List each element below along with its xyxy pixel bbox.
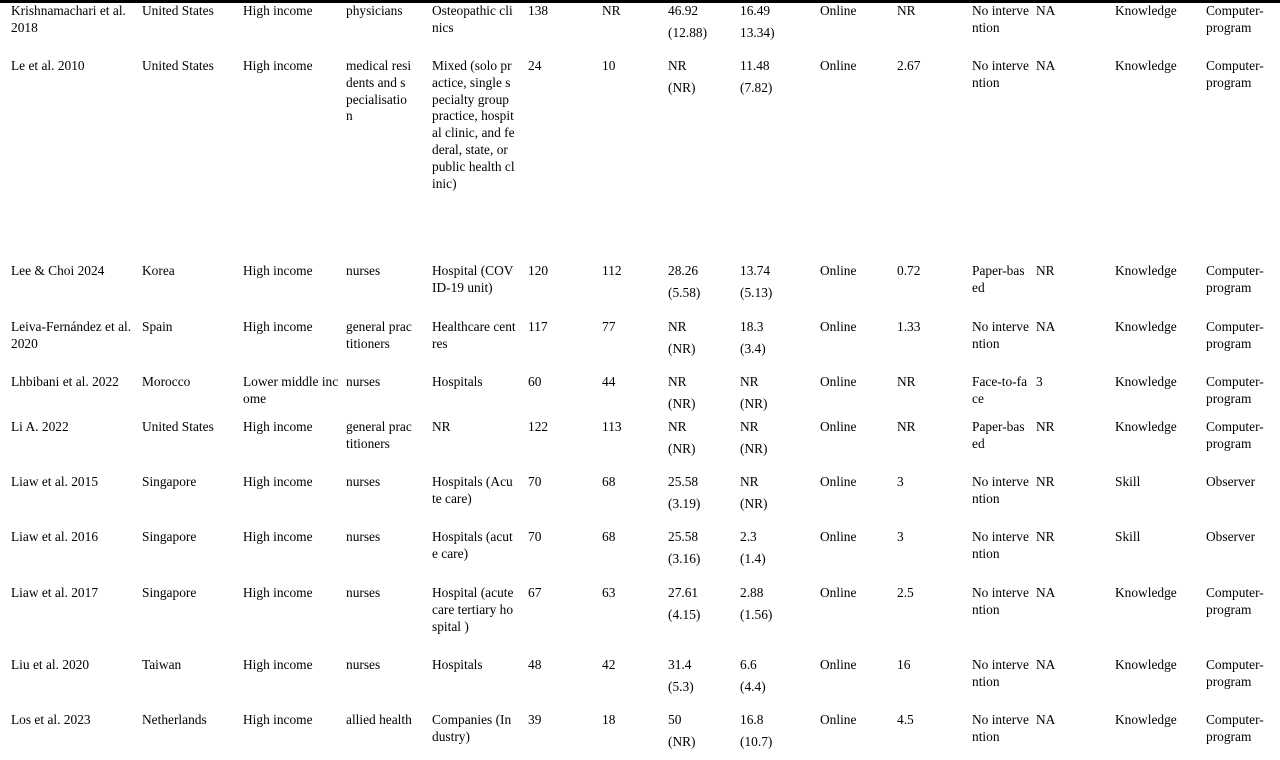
comparator-cell: Paper-based xyxy=(972,419,1025,451)
value-a-mean: NR xyxy=(668,374,687,389)
value-a-mean: NR xyxy=(668,58,687,73)
value-a-cell xyxy=(668,319,728,358)
setting-cell: Companies (Industry) xyxy=(432,712,512,744)
outcome-cell: Skill xyxy=(1115,529,1141,544)
study-cell: Leiva-Fernández et al. 2020 xyxy=(11,319,132,351)
value-a-mean: 25.58 xyxy=(668,474,699,489)
assessment-cell: Observer xyxy=(1206,474,1256,489)
n2-cell: 77 xyxy=(602,319,616,334)
country-cell: Korea xyxy=(142,263,175,278)
duration-cell: 2.67 xyxy=(897,58,921,73)
n2-cell: NR xyxy=(602,3,621,18)
followup-cell: NA xyxy=(1036,585,1056,600)
assessment-cell: Computer-program xyxy=(1206,657,1264,689)
value-a-mean: 31.4 xyxy=(668,657,692,672)
country-cell: Singapore xyxy=(142,585,197,600)
value-a-sd: (NR) xyxy=(668,340,696,356)
comparator-cell: No intervention xyxy=(972,657,1029,689)
followup-cell: NA xyxy=(1036,657,1056,672)
setting-cell: Hospital (COVID-19 unit) xyxy=(432,263,514,295)
population-cell: general practitioners xyxy=(346,419,412,451)
study-cell: Lee & Choi 2024 xyxy=(11,263,105,278)
duration-cell: NR xyxy=(897,3,916,18)
population-cell: physicians xyxy=(346,3,403,18)
followup-cell: NA xyxy=(1036,58,1056,73)
value-a-sd: (5.3) xyxy=(668,678,694,694)
setting-cell: Hospitals (Acute care) xyxy=(432,474,513,506)
n1-cell: 122 xyxy=(528,419,549,434)
study-cell: Liaw et al. 2017 xyxy=(11,585,99,600)
followup-cell: NR xyxy=(1036,529,1055,544)
income-cell: High income xyxy=(243,319,313,334)
delivery-cell: Online xyxy=(820,263,857,278)
country-cell: United States xyxy=(142,3,214,18)
country-cell: Taiwan xyxy=(142,657,182,672)
n1-cell: 70 xyxy=(528,474,542,489)
value-b-cell xyxy=(740,657,802,696)
followup-cell: NA xyxy=(1036,712,1056,727)
value-b-cell xyxy=(740,319,802,358)
comparator-cell: No intervention xyxy=(972,3,1029,35)
value-a-mean: 46.92 xyxy=(668,3,699,18)
outcome-cell: Knowledge xyxy=(1115,263,1177,278)
delivery-cell: Online xyxy=(820,529,857,544)
n1-cell: 138 xyxy=(528,3,549,18)
value-a-cell xyxy=(668,58,728,97)
value-a-cell xyxy=(668,474,728,513)
value-a-sd: (NR) xyxy=(668,733,696,749)
duration-cell: NR xyxy=(897,419,916,434)
study-cell: Li A. 2022 xyxy=(11,419,69,434)
delivery-cell: Online xyxy=(820,58,857,73)
outcome-cell: Knowledge xyxy=(1115,319,1177,334)
value-b-mean: NR xyxy=(740,374,759,389)
delivery-cell: Online xyxy=(820,657,857,672)
country-cell: Spain xyxy=(142,319,173,334)
delivery-cell: Online xyxy=(820,419,857,434)
value-b-sd: (10.7) xyxy=(740,733,773,749)
followup-cell: NA xyxy=(1036,319,1056,334)
assessment-cell: Computer-program xyxy=(1206,712,1264,744)
value-a-mean: 50 xyxy=(668,712,682,727)
n1-cell: 67 xyxy=(528,585,542,600)
country-cell: United States xyxy=(142,58,214,73)
setting-cell: Mixed (solo practice, single specialty group practice, hospital clinic, and federal, state, or public health clinic) xyxy=(432,58,515,191)
comparator-cell: Paper-based xyxy=(972,263,1025,295)
value-b-mean: 16.8 xyxy=(740,712,764,727)
value-b-sd: (5.13) xyxy=(740,284,773,300)
n1-cell: 39 xyxy=(528,712,542,727)
assessment-cell: Computer-program xyxy=(1206,3,1264,35)
duration-cell: 0.72 xyxy=(897,263,921,278)
n2-cell: 112 xyxy=(602,263,622,278)
assessment-cell: Computer-program xyxy=(1206,374,1264,406)
followup-cell: NR xyxy=(1036,263,1055,278)
outcome-cell: Knowledge xyxy=(1115,374,1177,389)
value-b-mean: 18.3 xyxy=(740,319,764,334)
outcome-cell: Skill xyxy=(1115,474,1141,489)
population-cell: nurses xyxy=(346,263,381,278)
duration-cell: 3 xyxy=(897,474,904,489)
setting-cell: Hospitals xyxy=(432,657,483,672)
n1-cell: 24 xyxy=(528,58,542,73)
value-b-cell xyxy=(740,3,802,42)
country-cell: Morocco xyxy=(142,374,191,389)
value-a-mean: 27.61 xyxy=(668,585,699,600)
n2-cell: 68 xyxy=(602,474,616,489)
outcome-cell: Knowledge xyxy=(1115,3,1177,18)
population-cell: general practitioners xyxy=(346,319,412,351)
income-cell: High income xyxy=(243,3,313,18)
income-cell: High income xyxy=(243,58,313,73)
population-cell: nurses xyxy=(346,657,381,672)
value-a-cell xyxy=(668,263,728,302)
study-cell: Le et al. 2010 xyxy=(11,58,85,73)
delivery-cell: Online xyxy=(820,319,857,334)
country-cell: Singapore xyxy=(142,529,197,544)
value-a-sd: (12.88) xyxy=(668,24,708,40)
setting-cell: Healthcare centres xyxy=(432,319,516,351)
population-cell: medical residents and specialisation xyxy=(346,58,412,124)
duration-cell: 2.5 xyxy=(897,585,914,600)
value-b-cell xyxy=(740,712,802,751)
population-cell: nurses xyxy=(346,374,381,389)
income-cell: Lower middle income xyxy=(243,374,339,406)
assessment-cell: Observer xyxy=(1206,529,1256,544)
n2-cell: 18 xyxy=(602,712,616,727)
comparator-cell: No intervention xyxy=(972,58,1029,90)
n2-cell: 44 xyxy=(602,374,616,389)
duration-cell: NR xyxy=(897,374,916,389)
delivery-cell: Online xyxy=(820,585,857,600)
followup-cell: NR xyxy=(1036,419,1055,434)
value-b-cell xyxy=(740,58,802,97)
duration-cell: 3 xyxy=(897,529,904,544)
setting-cell: Hospitals (acute care) xyxy=(432,529,513,561)
delivery-cell: Online xyxy=(820,712,857,727)
value-b-mean: 16.49 xyxy=(740,3,771,18)
assessment-cell: Computer-program xyxy=(1206,58,1264,90)
comparator-cell: No intervention xyxy=(972,319,1029,351)
value-a-cell xyxy=(668,529,728,568)
comparator-cell: Face-to-face xyxy=(972,374,1028,406)
value-b-sd: (NR) xyxy=(740,395,768,411)
population-cell: nurses xyxy=(346,585,381,600)
followup-cell: NA xyxy=(1036,3,1056,18)
value-a-mean: 28.26 xyxy=(668,263,699,278)
outcome-cell: Knowledge xyxy=(1115,712,1177,727)
delivery-cell: Online xyxy=(820,3,857,18)
country-cell: United States xyxy=(142,419,214,434)
study-cell: Liu et al. 2020 xyxy=(11,657,90,672)
value-a-cell xyxy=(668,3,728,42)
assessment-cell: Computer-program xyxy=(1206,263,1264,295)
value-b-mean: 2.88 xyxy=(740,585,764,600)
n2-cell: 68 xyxy=(602,529,616,544)
assessment-cell: Computer-program xyxy=(1206,419,1264,451)
comparator-cell: No intervention xyxy=(972,474,1029,506)
n1-cell: 117 xyxy=(528,319,548,334)
income-cell: High income xyxy=(243,585,313,600)
n2-cell: 42 xyxy=(602,657,616,672)
value-b-sd: (1.4) xyxy=(740,550,766,566)
value-b-mean: 2.3 xyxy=(740,529,757,544)
setting-cell: Hospital (acute care tertiary hospital ) xyxy=(432,585,514,634)
duration-cell: 1.33 xyxy=(897,319,921,334)
value-a-sd: (5.58) xyxy=(668,284,701,300)
population-cell: allied health xyxy=(346,712,412,727)
value-b-mean: 11.48 xyxy=(740,58,770,73)
value-b-sd: (7.82) xyxy=(740,79,773,95)
value-b-cell xyxy=(740,374,802,413)
value-b-mean: 6.6 xyxy=(740,657,757,672)
value-b-cell xyxy=(740,474,802,513)
delivery-cell: Online xyxy=(820,374,857,389)
population-cell: nurses xyxy=(346,529,381,544)
n1-cell: 120 xyxy=(528,263,549,278)
value-a-sd: (NR) xyxy=(668,440,696,456)
value-a-sd: (NR) xyxy=(668,395,696,411)
value-b-mean: 13.74 xyxy=(740,263,771,278)
value-b-mean: NR xyxy=(740,419,759,434)
outcome-cell: Knowledge xyxy=(1115,585,1177,600)
value-a-cell xyxy=(668,585,728,624)
value-b-cell xyxy=(740,263,802,302)
comparator-cell: No intervention xyxy=(972,712,1029,744)
income-cell: High income xyxy=(243,657,313,672)
n1-cell: 48 xyxy=(528,657,542,672)
n2-cell: 10 xyxy=(602,58,616,73)
n2-cell: 63 xyxy=(602,585,616,600)
setting-cell: Osteopathic clinics xyxy=(432,3,513,35)
outcome-cell: Knowledge xyxy=(1115,58,1177,73)
study-cell: Liaw et al. 2016 xyxy=(11,529,99,544)
country-cell: Netherlands xyxy=(142,712,207,727)
value-b-sd: 13.34) xyxy=(740,24,775,40)
value-b-mean: NR xyxy=(740,474,759,489)
value-b-sd: (NR) xyxy=(740,495,768,511)
income-cell: High income xyxy=(243,263,313,278)
setting-cell: NR xyxy=(432,419,451,434)
study-cell: Liaw et al. 2015 xyxy=(11,474,99,489)
outcome-cell: Knowledge xyxy=(1115,657,1177,672)
study-cell: Krishnamachari et al. 2018 xyxy=(11,3,126,35)
study-cell: Lhbibani et al. 2022 xyxy=(11,374,119,389)
income-cell: High income xyxy=(243,474,313,489)
delivery-cell: Online xyxy=(820,474,857,489)
comparator-cell: No intervention xyxy=(972,529,1029,561)
value-a-mean: 25.58 xyxy=(668,529,699,544)
income-cell: High income xyxy=(243,419,313,434)
value-b-cell xyxy=(740,529,802,568)
value-a-cell xyxy=(668,712,728,751)
value-b-sd: (4.4) xyxy=(740,678,766,694)
duration-cell: 16 xyxy=(897,657,911,672)
duration-cell: 4.5 xyxy=(897,712,914,727)
study-cell: Los et al. 2023 xyxy=(11,712,91,727)
assessment-cell: Computer-program xyxy=(1206,585,1264,617)
setting-cell: Hospitals xyxy=(432,374,483,389)
followup-cell: 3 xyxy=(1036,374,1043,389)
value-a-sd: (3.16) xyxy=(668,550,701,566)
value-b-cell xyxy=(740,419,802,458)
n1-cell: 60 xyxy=(528,374,542,389)
value-a-sd: (4.15) xyxy=(668,606,701,622)
value-b-sd: (3.4) xyxy=(740,340,766,356)
assessment-cell: Computer-program xyxy=(1206,319,1264,351)
value-a-sd: (NR) xyxy=(668,79,696,95)
population-cell: nurses xyxy=(346,474,381,489)
n2-cell: 113 xyxy=(602,419,622,434)
value-a-cell xyxy=(668,419,728,458)
outcome-cell: Knowledge xyxy=(1115,419,1177,434)
value-a-cell xyxy=(668,657,728,696)
followup-cell: NR xyxy=(1036,474,1055,489)
value-a-cell xyxy=(668,374,728,413)
country-cell: Singapore xyxy=(142,474,197,489)
value-a-mean: NR xyxy=(668,319,687,334)
value-b-sd: (1.56) xyxy=(740,606,773,622)
value-a-sd: (3.19) xyxy=(668,495,701,511)
income-cell: High income xyxy=(243,529,313,544)
comparator-cell: No intervention xyxy=(972,585,1029,617)
value-b-sd: (NR) xyxy=(740,440,768,456)
value-b-cell xyxy=(740,585,802,624)
income-cell: High income xyxy=(243,712,313,727)
value-a-mean: NR xyxy=(668,419,687,434)
n1-cell: 70 xyxy=(528,529,542,544)
